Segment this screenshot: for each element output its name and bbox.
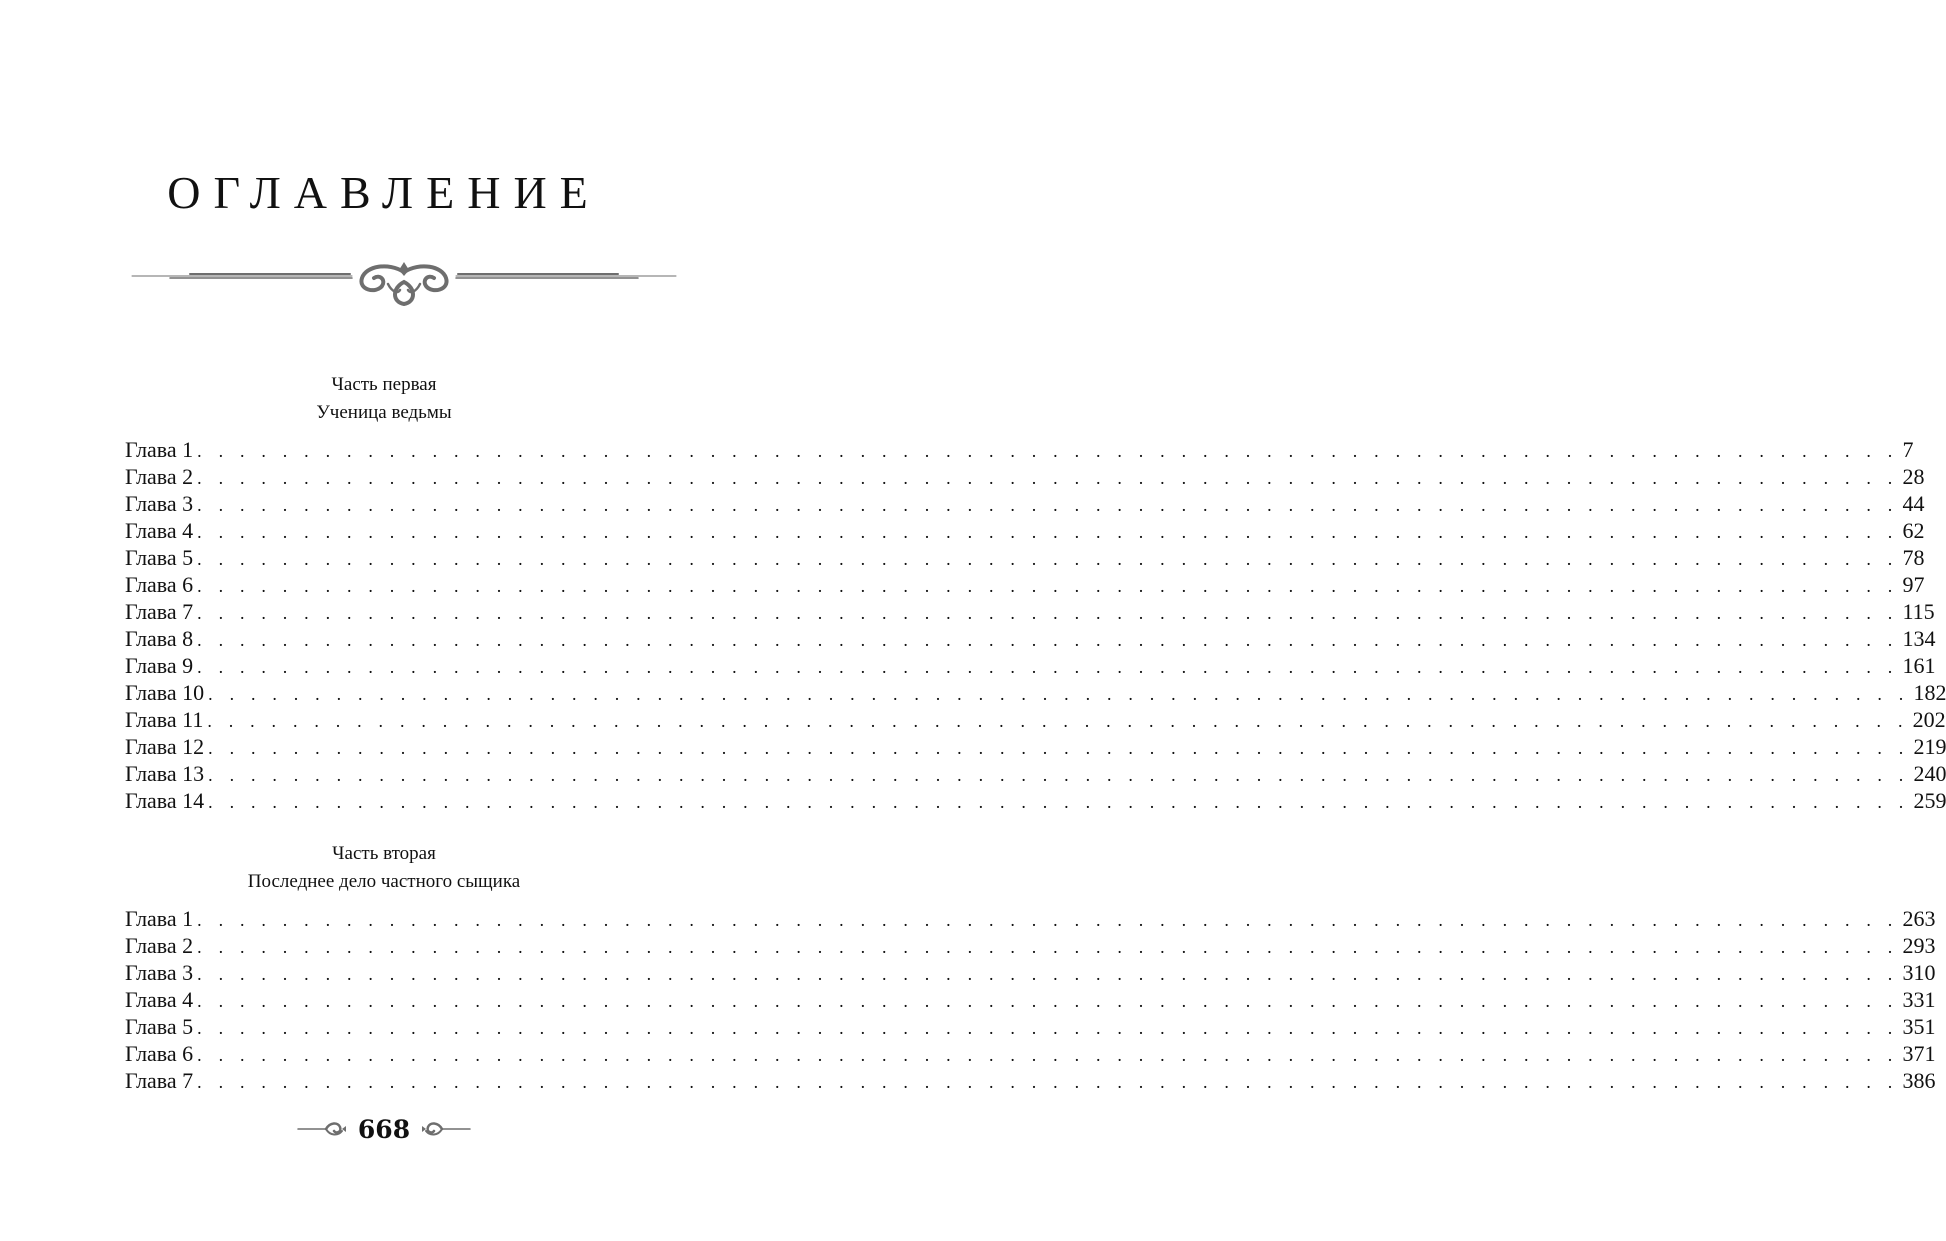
toc-list-part-1 — [125, 436, 1946, 814]
chapter-page-number: 386 — [1902, 1068, 1936, 1093]
toc-entry — [125, 571, 1925, 598]
chapter-label: Глава 12 — [125, 734, 205, 759]
chapter-label: Глава 2 — [125, 464, 194, 489]
chapter-label: Глава 3 — [125, 960, 194, 985]
dot-leader: . . . . . . . . . . . . . . . . . . . . . . . . . . . . . . . . . . . . . . . . . . . . . . . . . . . . . . . . . . . . . . . . . . . . . . . . . . . . . . . . — [197, 549, 1899, 569]
toc-entry — [125, 625, 1936, 652]
chapter-label: Глава 1 — [125, 906, 194, 931]
toc-entry — [125, 652, 1936, 679]
dot-leader: . . . . . . . . . . . . . . . . . . . . . . . . . . . . . . . . . . . . . . . . . . . . . . . . . . . . . . . . . . . . . . . . . . . . . . . . . . . . . . . . — [197, 576, 1899, 596]
part-2-label: Часть вторая — [332, 843, 436, 864]
chapter-label: Глава 11 — [125, 707, 204, 732]
toc-entry — [125, 986, 1936, 1013]
chapter-page-number: 240 — [1913, 761, 1946, 786]
toc-entry — [125, 905, 1936, 932]
chapter-label: Глава 8 — [125, 626, 194, 651]
toc-entry — [125, 436, 1914, 463]
chapter-page-number: 44 — [1902, 491, 1925, 516]
dot-leader: . . . . . . . . . . . . . . . . . . . . . . . . . . . . . . . . . . . . . . . . . . . . . . . . . . . . . . . . . . . . . . . . . . . . . . . . . . . . . . . . — [197, 937, 1899, 957]
dot-leader: . . . . . . . . . . . . . . . . . . . . . . . . . . . . . . . . . . . . . . . . . . . . . . . . . . . . . . . . . . . . . . . . . . . . . . . . . . . . . . . . — [197, 495, 1899, 515]
dot-leader: . . . . . . . . . . . . . . . . . . . . . . . . . . . . . . . . . . . . . . . . . . . . . . . . . . . . . . . . . . . . . . . . . . . . . . . . . . . . . . . . — [197, 1072, 1899, 1092]
toc-entry — [125, 787, 1946, 814]
toc-entry — [125, 598, 1935, 625]
dot-leader: . . . . . . . . . . . . . . . . . . . . . . . . . . . . . . . . . . . . . . . . . . . . . . . . . . . . . . . . . . . . . . . . . . . . . . . . . . . . . . . . — [197, 441, 1899, 461]
toc-entry — [125, 544, 1925, 571]
dot-leader: . . . . . . . . . . . . . . . . . . . . . . . . . . . . . . . . . . . . . . . . . . . . . . . . . . . . . . . . . . . . . . . . . . . . . . . . . . . . . . . . — [197, 1045, 1899, 1065]
dot-leader: . . . . . . . . . . . . . . . . . . . . . . . . . . . . . . . . . . . . . . . . . . . . . . . . . . . . . . . . . . . . . . . . . . . . . . . . . . . . . . . . — [208, 684, 1910, 704]
dot-leader: . . . . . . . . . . . . . . . . . . . . . . . . . . . . . . . . . . . . . . . . . . . . . . . . . . . . . . . . . . . . . . . . . . . . . . . . . . . . . . . . — [208, 765, 1910, 785]
toc-entry — [125, 1013, 1936, 1040]
chapter-label: Глава 10 — [125, 680, 205, 705]
chapter-label: Глава 4 — [125, 518, 194, 543]
page-number: 668 — [357, 1114, 411, 1144]
chapter-page-number: 263 — [1902, 906, 1936, 931]
toc-entry — [125, 932, 1936, 959]
chapter-label: Глава 5 — [125, 545, 194, 570]
chapter-page-number: 351 — [1902, 1014, 1936, 1039]
chapter-page-number: 310 — [1902, 960, 1936, 985]
dot-leader: . . . . . . . . . . . . . . . . . . . . . . . . . . . . . . . . . . . . . . . . . . . . . . . . . . . . . . . . . . . . . . . . . . . . . . . . . . . . . . . . — [197, 1018, 1899, 1038]
chapter-page-number: 371 — [1902, 1041, 1936, 1066]
chapter-page-number: 78 — [1902, 545, 1925, 570]
chapter-page-number: 259 — [1913, 788, 1946, 813]
chapter-page-number: 7 — [1902, 437, 1914, 462]
chapter-label: Глава 2 — [125, 933, 194, 958]
chapter-page-number: 331 — [1902, 987, 1936, 1012]
part-1-label: Часть первая — [331, 374, 437, 395]
chapter-label: Глава 7 — [125, 1068, 194, 1093]
toc-entry — [125, 490, 1925, 517]
chapter-label: Глава 9 — [125, 653, 194, 678]
chapter-page-number: 161 — [1902, 653, 1936, 678]
toc-entry — [125, 679, 1946, 706]
toc-entry — [125, 760, 1946, 787]
dot-leader: . . . . . . . . . . . . . . . . . . . . . . . . . . . . . . . . . . . . . . . . . . . . . . . . . . . . . . . . . . . . . . . . . . . . . . . . . . . . . . . . — [197, 630, 1899, 650]
chapter-page-number: 62 — [1902, 518, 1925, 543]
dot-leader: . . . . . . . . . . . . . . . . . . . . . . . . . . . . . . . . . . . . . . . . . . . . . . . . . . . . . . . . . . . . . . . . . . . . . . . . . . . . . . . . — [197, 991, 1899, 1011]
dot-leader: . . . . . . . . . . . . . . . . . . . . . . . . . . . . . . . . . . . . . . . . . . . . . . . . . . . . . . . . . . . . . . . . . . . . . . . . . . . . . . . . — [197, 657, 1899, 677]
toc-entry — [125, 733, 1946, 760]
toc-list-part-2 — [125, 905, 1936, 1094]
chapter-label: Глава 13 — [125, 761, 205, 786]
dot-leader: . . . . . . . . . . . . . . . . . . . . . . . . . . . . . . . . . . . . . . . . . . . . . . . . . . . . . . . . . . . . . . . . . . . . . . . . . . . . . . . . — [208, 738, 1910, 758]
filigree-divider-icon — [130, 258, 678, 314]
dot-leader: . . . . . . . . . . . . . . . . . . . . . . . . . . . . . . . . . . . . . . . . . . . . . . . . . . . . . . . . . . . . . . . . . . . . . . . . . . . . . . . . — [207, 711, 1909, 731]
toc-entry — [125, 1040, 1936, 1067]
chapter-page-number: 182 — [1913, 680, 1946, 705]
chapter-label: Глава 3 — [125, 491, 194, 516]
chapter-label: Глава 6 — [125, 1041, 194, 1066]
toc-entry — [125, 1067, 1936, 1094]
dot-leader: . . . . . . . . . . . . . . . . . . . . . . . . . . . . . . . . . . . . . . . . . . . . . . . . . . . . . . . . . . . . . . . . . . . . . . . . . . . . . . . . — [197, 522, 1899, 542]
dot-leader: . . . . . . . . . . . . . . . . . . . . . . . . . . . . . . . . . . . . . . . . . . . . . . . . . . . . . . . . . . . . . . . . . . . . . . . . . . . . . . . . — [197, 603, 1899, 623]
chapter-label: Глава 7 — [125, 599, 194, 624]
toc-entry — [125, 959, 1936, 986]
folio-flourish-right-icon — [420, 1120, 472, 1138]
chapter-label: Глава 4 — [125, 987, 194, 1012]
chapter-page-number: 202 — [1912, 707, 1946, 732]
folio-flourish-left-icon — [296, 1120, 348, 1138]
dot-leader: . . . . . . . . . . . . . . . . . . . . . . . . . . . . . . . . . . . . . . . . . . . . . . . . . . . . . . . . . . . . . . . . . . . . . . . . . . . . . . . . — [197, 468, 1899, 488]
chapter-label: Глава 5 — [125, 1014, 194, 1039]
chapter-label: Глава 1 — [125, 437, 194, 462]
toc-entry — [125, 517, 1925, 544]
chapter-page-number: 28 — [1902, 464, 1925, 489]
chapter-page-number: 97 — [1902, 572, 1925, 597]
toc-entry — [125, 706, 1946, 733]
chapter-page-number: 115 — [1902, 599, 1935, 624]
dot-leader: . . . . . . . . . . . . . . . . . . . . . . . . . . . . . . . . . . . . . . . . . . . . . . . . . . . . . . . . . . . . . . . . . . . . . . . . . . . . . . . . — [208, 792, 1910, 812]
chapter-page-number: 134 — [1902, 626, 1936, 651]
part-1-title: Ученица ведьмы — [316, 402, 452, 423]
dot-leader: . . . . . . . . . . . . . . . . . . . . . . . . . . . . . . . . . . . . . . . . . . . . . . . . . . . . . . . . . . . . . . . . . . . . . . . . . . . . . . . . — [197, 910, 1899, 930]
chapter-label: Глава 6 — [125, 572, 194, 597]
chapter-page-number: 219 — [1913, 734, 1946, 759]
part-2-title: Последнее дело частного сыщика — [247, 871, 521, 892]
chapter-label: Глава 14 — [125, 788, 205, 813]
chapter-page-number: 293 — [1902, 933, 1936, 958]
page-title: ОГЛАВЛЕНИЕ — [167, 167, 601, 218]
page-folio — [0, 1112, 768, 1146]
toc-entry — [125, 463, 1925, 490]
dot-leader: . . . . . . . . . . . . . . . . . . . . . . . . . . . . . . . . . . . . . . . . . . . . . . . . . . . . . . . . . . . . . . . . . . . . . . . . . . . . . . . . — [197, 964, 1899, 984]
